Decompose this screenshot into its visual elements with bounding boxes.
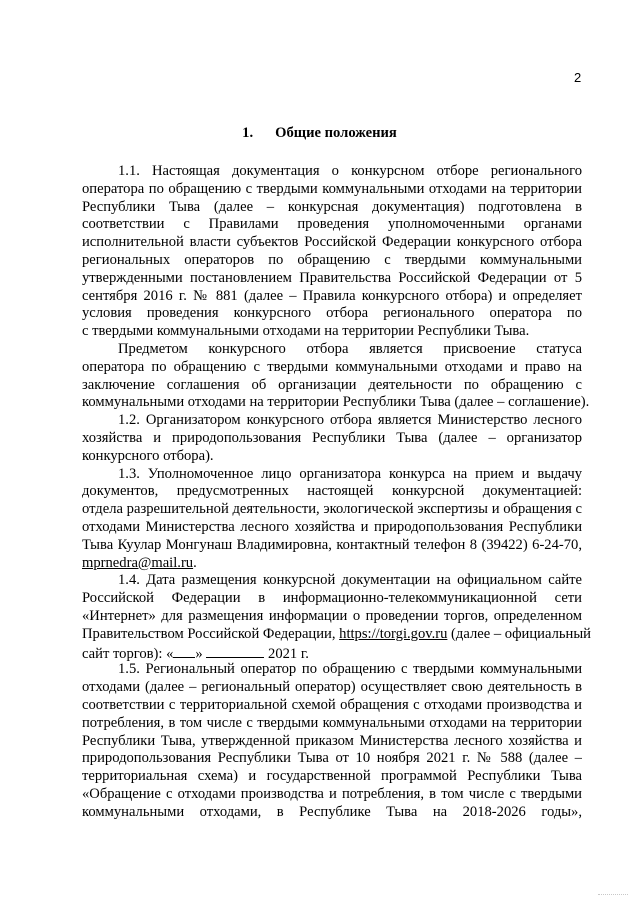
text-line: Республики Тыва, утвержденной приказом Министерства лесного хозяйства и bbox=[82, 732, 582, 749]
text-line: региональных операторов по обращению с твердыми коммунальными bbox=[82, 251, 582, 268]
text-line: коммунальными отходами на территории Республики Тыва (далее – соглашение). bbox=[82, 394, 590, 411]
text-line: коммунальными отходами, в Республике Тыва на 2018-2026 годы», bbox=[82, 803, 582, 820]
text-line: исполнительной власти субъектов Российской Федерации конкурсного отбора bbox=[82, 234, 582, 251]
text-line: 1.5. Региональный оператор по обращению с твердыми коммунальными bbox=[118, 661, 582, 678]
paragraph-1-2 bbox=[82, 412, 582, 465]
text-line: Предметом конкурсного отбора является присвоение статуса bbox=[118, 340, 582, 357]
text-line: потребления, в том числе с твердыми коммунальными отходами на территории bbox=[82, 714, 582, 731]
text-line: «Интернет» для размещения информации о проведении торгов, определенном bbox=[82, 607, 582, 624]
text-fragment: Правительством Российской Федерации, bbox=[82, 625, 340, 642]
month-blank bbox=[206, 644, 264, 658]
torgi-link[interactable]: https://torgi.gov.ru bbox=[339, 625, 448, 642]
section-title: Общие положения bbox=[275, 125, 397, 141]
paragraph-1-4 bbox=[82, 572, 591, 662]
period: . bbox=[193, 554, 197, 571]
text-line: хозяйства и природопользования Республики Тыва (далее – организатор bbox=[82, 429, 582, 446]
paragraph-1-3 bbox=[82, 466, 582, 573]
paragraph-1-1 bbox=[82, 163, 582, 341]
section-number: 1. bbox=[242, 125, 254, 141]
document-body bbox=[82, 163, 591, 821]
page-number: 2 bbox=[574, 70, 582, 85]
text-fragment: » bbox=[195, 645, 203, 662]
text-line: конкурсного отбора). bbox=[82, 447, 214, 464]
text-line: «Обращение с отходами производства и потребления, в том числе с твердыми bbox=[82, 785, 582, 802]
paragraph-subject bbox=[82, 340, 590, 412]
section-heading bbox=[0, 124, 639, 142]
text-line: документов, предусмотренных настоящей конкурсной документацией: bbox=[82, 483, 582, 500]
text-line bbox=[82, 644, 582, 662]
text-line: условия проведения конкурсного отбора регионального оператора по bbox=[82, 305, 582, 322]
text-line: 1.3. Уполномоченное лицо организатора конкурса на прием и выдачу bbox=[118, 465, 582, 482]
text-line: соответствии с территориальной схемой обращения с отходами производства и bbox=[82, 696, 582, 713]
text-line: сентября 2016 г. № 881 (далее – Правила конкурсного отбора) и определяет bbox=[82, 287, 582, 304]
email-link[interactable]: mprnedra@mail.ru bbox=[82, 554, 194, 571]
text-line: отдела разрешительной деятельности, экологической экспертизы и обращения с bbox=[82, 501, 582, 518]
text-fragment: 2021 г. bbox=[268, 645, 309, 662]
text-line: с твердыми коммунальными отходами на территории Республики Тыва. bbox=[82, 323, 530, 340]
text-line: соответствии с Правилами проведения уполномоченными органами bbox=[82, 216, 582, 233]
text-line: заключение соглашения об организации деятельности по обращению с bbox=[82, 376, 582, 393]
text-fragment: сайт торгов): « bbox=[82, 645, 174, 662]
text-line bbox=[82, 625, 591, 644]
text-line: оператора по обращению с твердыми коммунальными отходами и право на bbox=[82, 358, 582, 375]
day-blank bbox=[173, 644, 195, 658]
text-line: утвержденными постановлением Правительства Российской Федерации от 5 bbox=[82, 269, 582, 286]
text-line: Республики Тыва (далее – конкурсная документация) подготовлена в bbox=[82, 198, 582, 215]
text-line: природопользования Республики Тыва от 10 ноября 2021 г. № 588 (далее – bbox=[82, 750, 582, 767]
text-line bbox=[82, 555, 582, 573]
text-line: 1.2. Организатором конкурсного отбора является Министерство лесного bbox=[118, 412, 582, 429]
text-line: оператора по обращению с твердыми коммунальными отходами на территории bbox=[82, 180, 582, 197]
text-line: отходами Министерства лесного хозяйства и природопользования Республики bbox=[82, 518, 582, 535]
text-line: 1.4. Дата размещения конкурсной документации на официальном сайте bbox=[118, 572, 582, 589]
text-line: 1.1. Настоящая документация о конкурсном отборе регионального bbox=[118, 163, 582, 179]
paragraph-1-5 bbox=[82, 661, 582, 821]
text-line: отходами (далее – региональный оператор) осуществляет свою деятельность в bbox=[82, 679, 582, 696]
text-line: Тыва Куулар Монгунаш Владимировна, контактный телефон 8 (39422) 6-24-70, bbox=[82, 536, 582, 553]
scan-artifact bbox=[598, 894, 628, 901]
text-line: Российской Федерации в информационно-телекоммуникационной сети bbox=[82, 590, 582, 607]
text-line: территориальная схема) и государственной программой Республики Тыва bbox=[82, 768, 582, 785]
text-fragment: (далее – официальный bbox=[447, 625, 591, 642]
